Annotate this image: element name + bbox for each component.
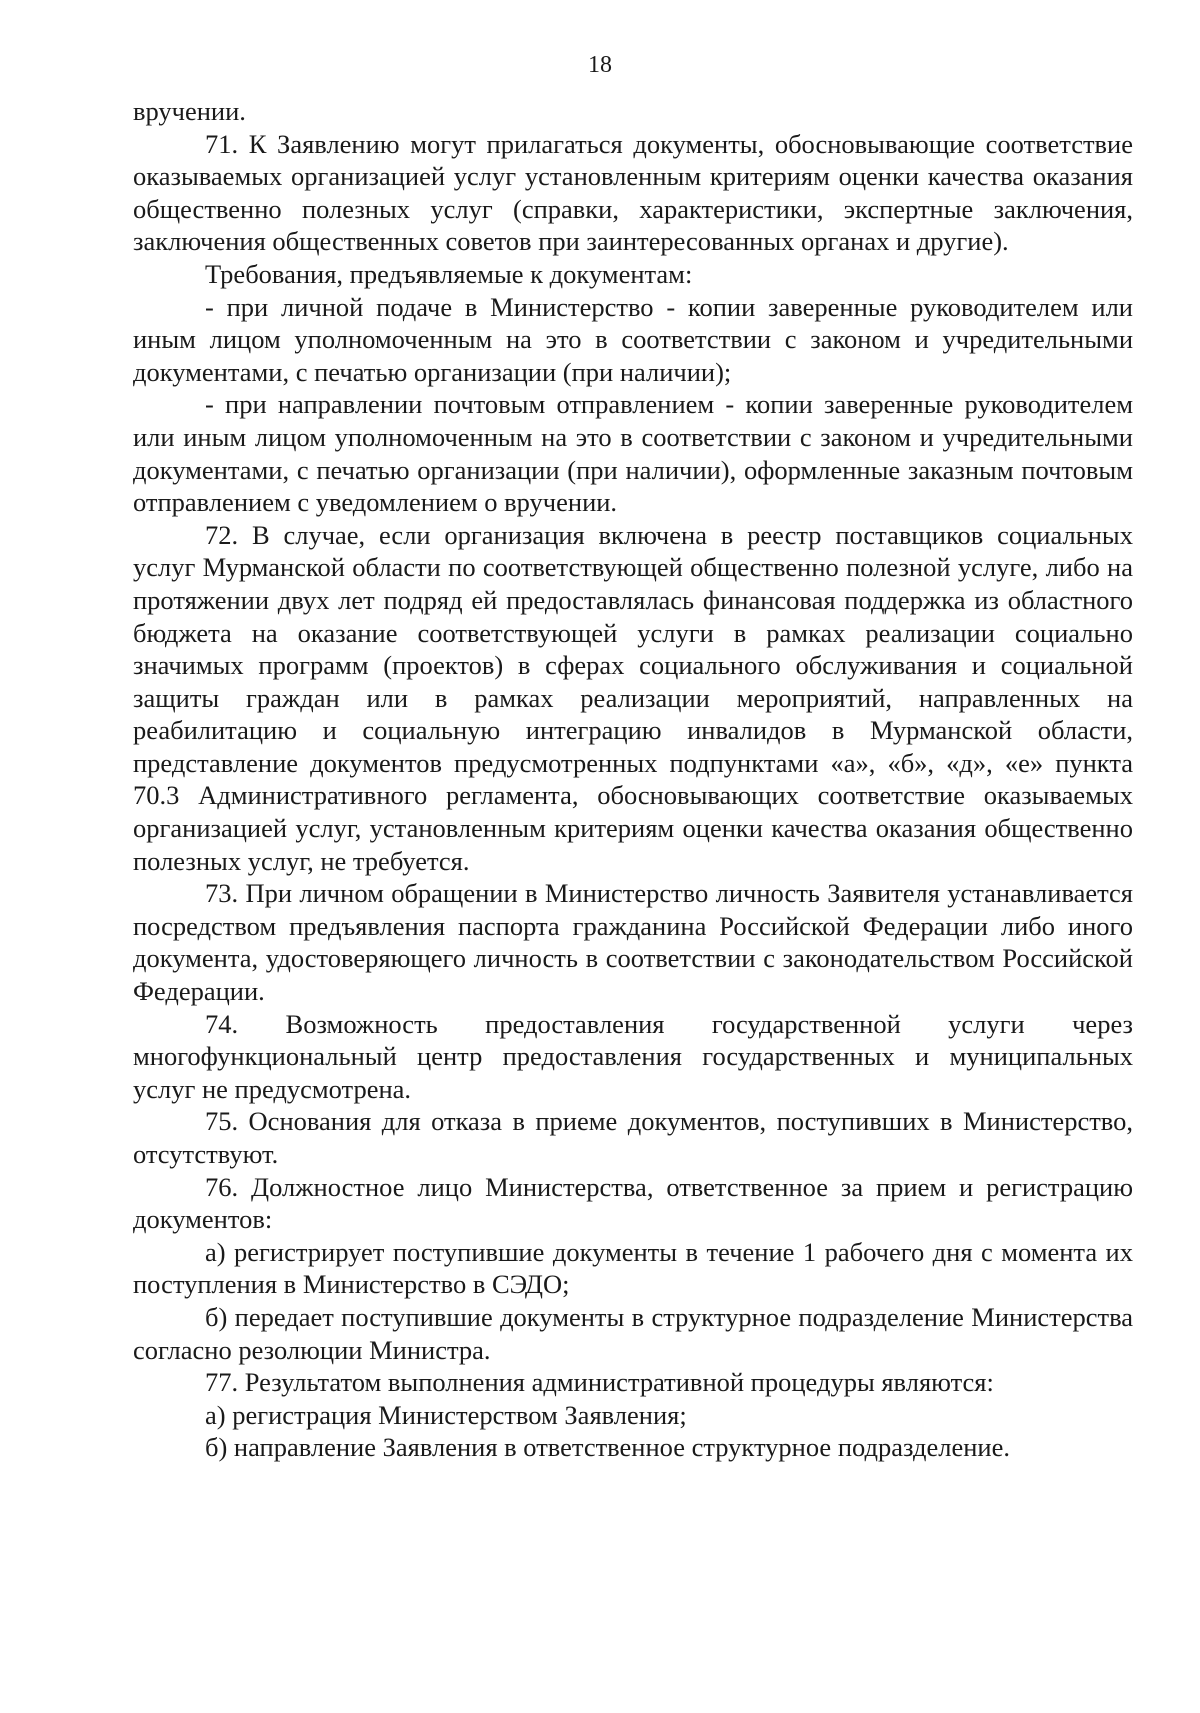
list-item-77-a: а) регистрация Министерством Заявления; — [205, 1399, 687, 1430]
list-item-76-a: а) регистрирует поступившие документы в течение 1 рабочего дня с момента их поступления в Министерство в СЭДО; — [133, 1236, 1133, 1300]
list-item-personal-submission: - при личной подаче в Министерство - копии заверенные руководителем или иным лицом уполномоченным на это в соответствии с законом и учредительными документами, с печатью организации (при наличии); — [133, 291, 1133, 387]
list-item-postal-submission: - при направлении почтовым отправлением - копии заверенные руководителем или иным лицом уполномоченным на это в соответствии с законом и учредительными документами, с печатью организации (при наличии), оформленные заказным почтовым отправлением с уведомлением о вручении. — [133, 389, 1133, 518]
paragraph-75: 75. Основания для отказа в приеме документов, поступивших в Министерство, отсутствуют. — [133, 1106, 1133, 1169]
paragraph-76: 76. Должностное лицо Министерства, ответственное за прием и регистрацию документов: — [133, 1171, 1133, 1235]
paragraph-77: 77. Результатом выполнения административной процедуры являются: — [205, 1367, 994, 1398]
paragraph-74: 74. Возможность предоставления государственной услуги через многофункциональный центр предоставления государственных и муниципальных услуг не предусмотрена. — [133, 1008, 1133, 1104]
list-item-77-b: б) направление Заявления в ответственное структурное подразделение. — [205, 1432, 1010, 1463]
paragraph-72: 72. В случае, если организация включена в реестр поставщиков социальных услуг Мурманской области по соответствующей общественно полезной услуге, либо на протяжении двух лет подряд ей предоставлялась финансовая поддержка из областного бюджета на оказание соответствующей услуги в рамках реализации социально значимых программ (проектов) в сферах социального обслуживания и социальной защиты граждан или в рамках реализации мероприятий, направленных на реабилитацию и социальную интеграцию инвалидов в Мурманской области, представление документов предусмотренных подпунктами «а», «б», «д», «е» пункта 70.3 Административного регламента, обосновывающих соответствие оказываемых организацией услуг, установленным критериям оценки качества оказания общественно полезных услуг, не требуется. — [133, 519, 1133, 876]
paragraph-continuation: вручении. — [133, 96, 246, 126]
page-number: 18 — [588, 52, 612, 78]
document-body — [133, 95, 1133, 1464]
list-item-76-b: б) передает поступившие документы в структурное подразделение Министерства согласно резолюции Министра. — [133, 1301, 1133, 1365]
paragraph-73: 73. При личном обращении в Министерство личность Заявителя устанавливается посредством предъявления паспорта гражданина Российской Федерации либо иного документа, удостоверяющего личность в соответствии с законодательством Российской Федерации. — [133, 878, 1133, 1007]
paragraph-requirements-heading: Требования, предъявляемые к документам: — [205, 258, 693, 289]
paragraph-71: 71. К Заявлению могут прилагаться документы, обосновывающие соответствие оказываемых организацией услуг установленным критериям оценки качества оказания общественно полезных услуг (справки, характеристики, экспертные заключения, заключения общественных советов при заинтересованных органах и другие). — [133, 128, 1133, 257]
